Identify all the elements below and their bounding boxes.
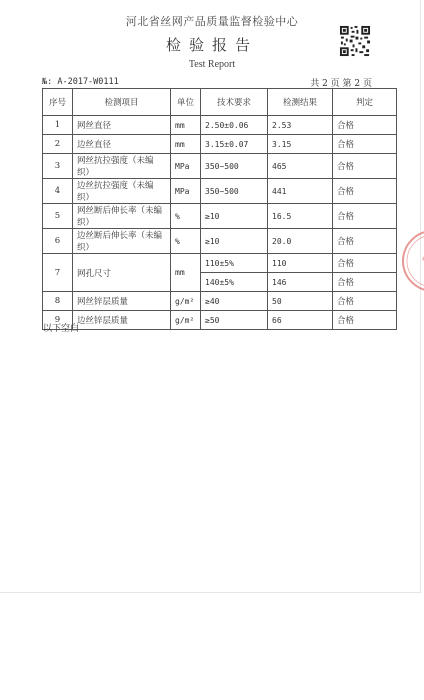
table-row [43, 311, 397, 330]
seal-stamp-icon [398, 226, 424, 296]
col-header-requirement: 技术要求 [201, 89, 268, 116]
report-title: 检验报告 [165, 36, 258, 54]
table-row [43, 116, 397, 135]
report-number: №: A-2017-W0111 [42, 77, 119, 87]
cell-item: 网丝断后伸长率（未编织） [73, 204, 171, 229]
cell-unit: % [171, 204, 201, 229]
cell-result: 3.15 [268, 135, 333, 154]
cell-verdict: 合格 [333, 179, 397, 204]
cell-index: 9 [43, 311, 73, 330]
org-name: 河北省丝网产品质量监督检验中心 [125, 15, 299, 28]
cell-unit: MPa [171, 154, 201, 179]
cell-requirement: ≥50 [201, 311, 268, 330]
qr-code-icon [339, 25, 371, 57]
results-table [42, 88, 397, 330]
cell-unit: g/m² [171, 292, 201, 311]
col-header-index: 序号 [43, 89, 73, 116]
cell-requirement: ≥10 [201, 204, 268, 229]
cell-unit: % [171, 229, 201, 254]
cell-result: 465 [268, 154, 333, 179]
cell-index: 6 [43, 229, 73, 254]
report-subtitle: Test Report [188, 59, 236, 70]
cell-index: 7 [43, 254, 73, 292]
table-row [43, 179, 397, 204]
col-header-item: 检测项目 [73, 89, 171, 116]
cell-result: 2.53 [268, 116, 333, 135]
cell-result: 441 [268, 179, 333, 204]
cell-result: 110 [268, 254, 333, 273]
table-row [43, 135, 397, 154]
table-row [43, 229, 397, 254]
cell-result: 66 [268, 311, 333, 330]
table-header-row [43, 89, 397, 116]
table-row [43, 292, 397, 311]
table-row [43, 154, 397, 179]
end-of-report-note: 以下空白 [43, 324, 80, 334]
cell-requirement: 350~500 [201, 154, 268, 179]
cell-requirement: ≥40 [201, 292, 268, 311]
cell-item: 网丝抗拉强度（未编织） [73, 154, 171, 179]
cell-verdict: 合格 [333, 311, 397, 330]
cell-unit: mm [171, 135, 201, 154]
col-header-verdict: 判定 [333, 89, 397, 116]
cell-index: 1 [43, 116, 73, 135]
cell-requirement: 350~500 [201, 179, 268, 204]
cell-item: 网丝直径 [73, 116, 171, 135]
cell-result: 16.5 [268, 204, 333, 229]
cell-index: 5 [43, 204, 73, 229]
cell-result: 20.0 [268, 229, 333, 254]
cell-index: 8 [43, 292, 73, 311]
cell-item: 边丝直径 [73, 135, 171, 154]
cell-index: 2 [43, 135, 73, 154]
col-header-result: 检测结果 [268, 89, 333, 116]
cell-requirement: ≥10 [201, 229, 268, 254]
cell-unit: g/m² [171, 311, 201, 330]
cell-verdict: 合格 [333, 292, 397, 311]
cell-result: 50 [268, 292, 333, 311]
cell-requirement: 2.50±0.06 [201, 116, 268, 135]
cell-verdict: 合格 [333, 254, 397, 273]
table-row [43, 204, 397, 229]
cell-requirement: 110±5% [201, 254, 268, 273]
cell-item: 网孔尺寸 [73, 254, 171, 292]
page-info: 共 2 页 第 2 页 [310, 79, 372, 89]
cell-requirement: 3.15±0.07 [201, 135, 268, 154]
cell-verdict: 合格 [333, 229, 397, 254]
cell-verdict: 合格 [333, 273, 397, 292]
table-row [43, 254, 397, 273]
cell-verdict: 合格 [333, 204, 397, 229]
cell-index: 3 [43, 154, 73, 179]
cell-item: 边丝锌层质量 [73, 311, 171, 330]
cell-result: 146 [268, 273, 333, 292]
cell-verdict: 合格 [333, 135, 397, 154]
cell-item: 边丝抗拉强度（未编织） [73, 179, 171, 204]
cell-unit: MPa [171, 179, 201, 204]
cell-unit: mm [171, 116, 201, 135]
cell-item: 边丝断后伸长率（未编织） [73, 229, 171, 254]
cell-verdict: 合格 [333, 116, 397, 135]
cell-verdict: 合格 [333, 154, 397, 179]
col-header-unit: 单位 [171, 89, 201, 116]
cell-requirement: 140±5% [201, 273, 268, 292]
cell-item: 网丝锌层质量 [73, 292, 171, 311]
cell-unit: mm [171, 254, 201, 292]
cell-index: 4 [43, 179, 73, 204]
